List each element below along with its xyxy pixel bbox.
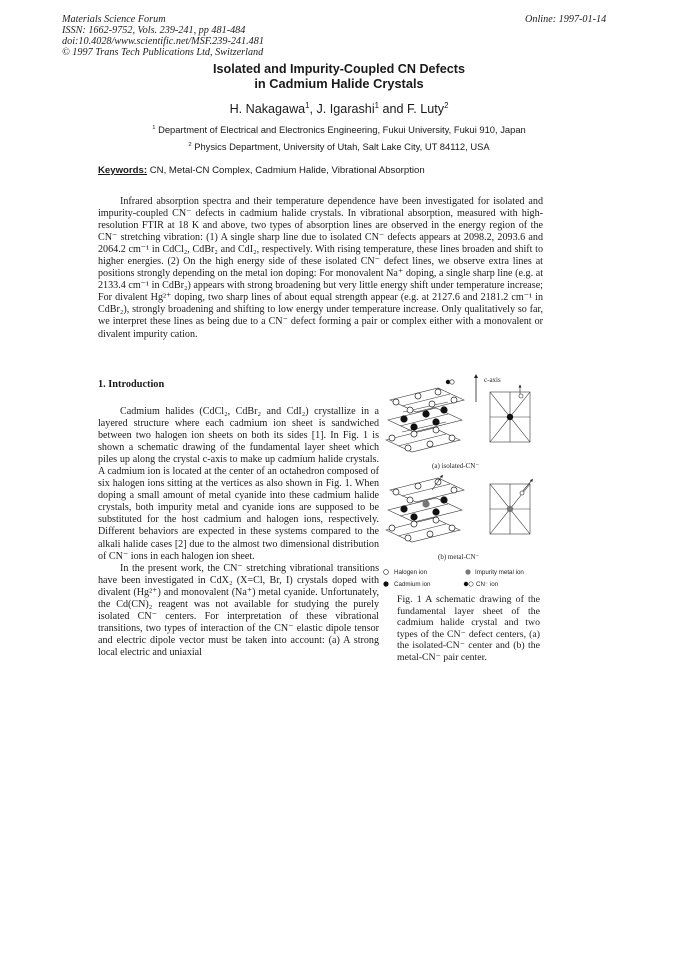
- legend-cadmium: Cadmium ion: [394, 581, 431, 588]
- paper-title-line-2: in Cadmium Halide Crystals: [254, 76, 424, 91]
- author-1-affil: 1: [305, 100, 310, 110]
- affiliation-2-number: 2: [188, 141, 192, 148]
- copyright-line: © 1997 Trans Tech Publications Ltd, Switzerland: [62, 47, 264, 58]
- author-3-affil: 2: [444, 100, 449, 110]
- keywords-text: CN, Metal-CN Complex, Cadmium Halide, Vibrational Absorption: [147, 165, 425, 176]
- doi-link[interactable]: doi:10.4028/www.scientific.net/MSF.239-241.481: [62, 36, 264, 47]
- affiliation-1-number: 1: [152, 124, 156, 131]
- c-axis-label: c-axis: [484, 376, 501, 384]
- author-2: , J. Igarashi: [309, 102, 375, 116]
- online-date: Online: 1997-01-14: [525, 14, 607, 25]
- paragraph: Cadmium halides (CdCl₂, CdBr₂ and CdI₂) crystallize in a layered structure where each cadmium ion sheet is sandwiched between two halogen ion sheets on both its sides [1]. In Fig. 1 is shown a schematic drawing of the fundamental layer sheet which piles up along the crystal c-axis to make up cadmium halide crystals. A cadmium ion is located at the center of an octahedron composed of six halogen ions sitting at the vertices as also shown in Fig. 1. When doping a small amount of metal cyanide into these cadmium halide crystals, both impurity metal and cyanide ions are supposed to be substituted for the host cadmium and halogen ions, respectively. Different behaviors are expected in these systems compared to the alkali halide cases [2] due to the almost two dimensional distribution of CN⁻ ions in each halogen ion sheet.: [98, 406, 379, 562]
- affiliation-2: [0, 141, 678, 152]
- atoms-a: [389, 380, 457, 451]
- figure-label-b: (b) metal-CN⁻: [438, 553, 480, 561]
- abstract: [98, 196, 543, 341]
- journal-name: Materials Science Forum: [62, 14, 166, 25]
- abstract-text: Infrared absorption spectra and their temperature dependence have been investigated for isolated and impurity-coupled CN⁻ defects in cadmium halide crystals. In vibrational absorption, measured with high-resolution FTIR at 18 K and above, two types of absorption lines are observed in the energy region of the CN⁻ stretching vibration: (1) A single sharp line due to isolated CN⁻ defects appears at 2098.2, 2093.6 and 2064.2 cm⁻¹ in CdCl₂, CdBr₂ and CdI₂, respectively. With rising temperature, these lines broaden and shift to higher energies. (2) On the high energy side of these isolated CN⁻ defect lines, we observe extra lines at positions strongly depending on the metal ion doping: For monovalent Na⁺ doping, a single sharp line (e.g. at 2133.4 cm⁻¹ in CdBr₂) appears with strong broadening but very little energy shift under temperature increase; For divalent Hg²⁺ doping, two sharp lines of about equal strength appear (e.g. at 2127.6 and 2181.2 cm⁻¹ in CdBr₂), strongly broadening and shifting to low energy under temperature increase. Only qualitatively so far, we interpret these lines as being due to a CN⁻ defect forming a pair or complex either with a monovalent or divalent impurity cation.: [98, 196, 543, 340]
- journal-header: [62, 14, 264, 58]
- affiliation-1-text: Department of Electrical and Electronics Engineering, Fukui University, Fukui 910, Japan: [158, 124, 526, 135]
- figure-1-diagram: [380, 372, 550, 592]
- figure-legend: [383, 569, 524, 588]
- figure-label-a: (a) isolated-CN⁻: [432, 462, 480, 470]
- paragraph: In the present work, the CN⁻ stretching vibrational transitions have been investigated in CdX₂ (X=Cl, Br, I) crystals doped with divalent (Hg²⁺) and monovalent (Na⁺) metal cyanide. Unfortunately, the Cd(CN)₂ reagent was not available for studying the purely isolated CN⁻ centers. For interpretation of these vibrational transitions, two types of interaction of the CN⁻ elastic dipole tensor and electric dipole vector must be taken into account: (a) A strong local electric and uniaxial: [98, 562, 379, 658]
- keywords-label: Keywords:: [98, 165, 148, 176]
- introduction-body: [98, 406, 379, 659]
- paper-title-line-1: Isolated and Impurity-Coupled CN Defects: [213, 62, 465, 76]
- author-3: and F. Luty: [378, 102, 445, 116]
- legend-impurity: Impurity metal ion: [475, 569, 524, 576]
- figure-1-caption: Fig. 1 A schematic drawing of the fundamental layer sheet of the cadmium halide crystal and two types of the CN⁻ defect centers, (a) the isolated-CN⁻ center and (b) the metal-CN⁻ pair center.: [397, 594, 540, 663]
- legend-halogen: Halogen ion: [394, 569, 428, 576]
- issn-line: ISSN: 1662-9752, Vols. 239-241, pp 481-484: [62, 25, 246, 36]
- keywords: [98, 165, 425, 176]
- author-list: [0, 102, 678, 116]
- legend-cn: CN⁻ ion: [476, 581, 499, 588]
- affiliation-2-text: Physics Department, University of Utah, Salt Lake City, UT 84112, USA: [194, 141, 490, 152]
- author-2-affil: 1: [374, 100, 379, 110]
- affiliation-1: [0, 124, 678, 135]
- section-heading: 1. Introduction: [98, 379, 165, 390]
- author-1: H. Nakagawa: [229, 102, 306, 116]
- atoms-b: [389, 476, 457, 541]
